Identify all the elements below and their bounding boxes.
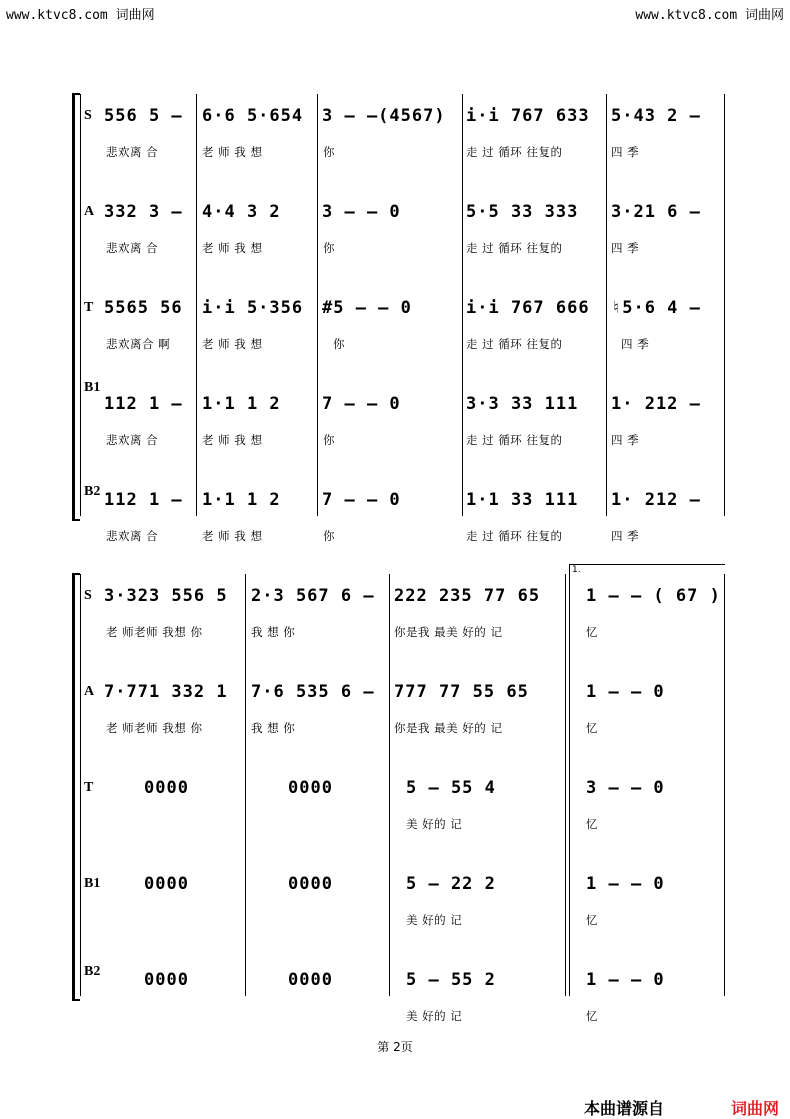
measure-notes: 4·4 3 2 [202, 202, 281, 222]
lyric-text: 美 好的 记 [406, 913, 463, 927]
site-url[interactable]: www.ktvc8.com [6, 8, 108, 23]
measure-notes: 7 – – 0 [322, 490, 401, 510]
measure-notes: 0000 [144, 970, 189, 990]
measure-notes: i·i 767 666 [466, 298, 590, 318]
measure-notes: 7·6 535 6 – [251, 682, 375, 702]
site-url[interactable]: www.ktvc8.com [635, 8, 738, 23]
measure-notes: 556 5 – [104, 106, 183, 126]
voice-label: T [84, 300, 94, 315]
lyric-text: 老 师老师 我想 你 [106, 721, 203, 735]
voice-label: S [84, 588, 92, 603]
lyric-text: 四 季 [611, 433, 640, 447]
lyric-text: 老 师 我 想 [202, 241, 263, 255]
voice-label: B1 [84, 380, 101, 395]
lyric-text: 老 师 我 想 [202, 433, 263, 447]
measure-notes: i·i 5·356 [202, 298, 304, 318]
lyric-text: 走 过 循环 往复的 [466, 145, 563, 159]
barline [317, 94, 318, 516]
barline [196, 94, 197, 516]
measure-notes: 112 1 – [104, 394, 183, 414]
measure-notes: 1·1 1 2 [202, 490, 281, 510]
lyric-text: 走 过 循环 往复的 [466, 433, 563, 447]
measure-notes: 3·21 6 – [611, 202, 701, 222]
lyric-text: 悲欢离 合 [106, 529, 159, 543]
voice-label: A [84, 204, 95, 219]
measure-notes: 1 – – 0 [586, 874, 665, 894]
lyric-text: 你 [323, 433, 335, 447]
lyric-text: 你 [333, 337, 345, 351]
measure-notes: 1·1 1 2 [202, 394, 281, 414]
barline [565, 574, 566, 996]
lyric-text: 美 好的 记 [406, 1009, 463, 1023]
measure-notes: 5·5 33 333 [466, 202, 579, 222]
volta-number: 1. [572, 565, 581, 575]
voice-label: B2 [84, 964, 101, 979]
measure-notes: 777 77 55 65 [394, 682, 529, 702]
site-header-left[interactable] [6, 4, 155, 23]
lyric-text: 美 好的 记 [406, 817, 463, 831]
lyric-text: 你是我 最美 好的 记 [394, 625, 503, 639]
lyric-text: 走 过 循环 往复的 [466, 337, 563, 351]
site-name[interactable]: 词曲网 [115, 8, 155, 23]
lyric-text: 四 季 [611, 529, 640, 543]
lyric-text: 四 季 [621, 337, 650, 351]
volta-bracket [569, 564, 725, 575]
measure-notes: 0000 [288, 970, 333, 990]
voice-label: T [84, 780, 94, 795]
lyric-text: 四 季 [611, 241, 640, 255]
barline [80, 574, 81, 996]
voice-label: B1 [84, 876, 101, 891]
measure-notes: 7·771 332 1 [104, 682, 228, 702]
measure-notes: 0000 [144, 874, 189, 894]
measure-notes: 1 – – 0 [586, 970, 665, 990]
barline [606, 94, 607, 516]
lyric-text: 你 [323, 241, 335, 255]
barline [724, 94, 725, 516]
measure-notes: 332 3 – [104, 202, 183, 222]
measure-notes: 1· 212 – [611, 490, 701, 510]
lyric-text: 四 季 [611, 145, 640, 159]
footer-source-text: 本曲谱源自 [584, 1099, 665, 1118]
measure-notes: 1 – – ( 67 ) [586, 586, 721, 606]
measure-notes: 3·3 33 111 [466, 394, 579, 414]
footer-logo[interactable]: 词曲网 [731, 1099, 780, 1118]
system-brace [72, 573, 80, 1001]
barline [389, 574, 390, 996]
page-number: 第 2页 [377, 1040, 413, 1054]
voice-label: A [84, 684, 95, 699]
lyric-text: 悲欢离 合 [106, 241, 159, 255]
measure-notes: 1· 212 – [611, 394, 701, 414]
lyric-text: 老 师 我 想 [202, 337, 263, 351]
lyric-text: 老 师 我 想 [202, 529, 263, 543]
measure-notes: 0000 [288, 778, 333, 798]
measure-notes: 3·323 556 5 [104, 586, 228, 606]
voice-label: B2 [84, 484, 101, 499]
site-header-right[interactable] [635, 4, 784, 23]
lyric-text: 你是我 最美 好的 记 [394, 721, 503, 735]
measure-notes: 5 – 55 2 [406, 970, 496, 990]
measure-notes: 0000 [288, 874, 333, 894]
barline [569, 574, 570, 996]
lyric-text: 忆 [586, 913, 598, 927]
system-brace [72, 93, 80, 521]
measure-notes: #5 – – 0 [322, 298, 412, 318]
lyric-text: 你 [323, 529, 335, 543]
measure-notes: 5 – 22 2 [406, 874, 496, 894]
site-name[interactable]: 词曲网 [744, 8, 784, 23]
lyric-text: 悲欢离合 啊 [106, 337, 171, 351]
lyric-text: 忆 [586, 721, 598, 735]
measure-notes: 3 – – 0 [586, 778, 665, 798]
measure-notes: 3 – – 0 [322, 202, 401, 222]
measure-notes: ♮5·6 4 – [611, 298, 701, 318]
measure-notes: 3 – –(4567) [322, 106, 446, 126]
measure-notes: 112 1 – [104, 490, 183, 510]
measure-notes: 222 235 77 65 [394, 586, 541, 606]
barline [724, 574, 725, 996]
measure-notes: 1 – – 0 [586, 682, 665, 702]
measure-notes: 5·43 2 – [611, 106, 701, 126]
lyric-text: 走 过 循环 往复的 [466, 529, 563, 543]
lyric-text: 忆 [586, 625, 598, 639]
lyric-text: 忆 [586, 1009, 598, 1023]
lyric-text: 我 想 你 [251, 721, 296, 735]
measure-notes: i·i 767 633 [466, 106, 590, 126]
barline [245, 574, 246, 996]
barline [462, 94, 463, 516]
lyric-text: 悲欢离 合 [106, 433, 159, 447]
lyric-text: 你 [323, 145, 335, 159]
lyric-text: 悲欢离 合 [106, 145, 159, 159]
lyric-text: 老 师 我 想 [202, 145, 263, 159]
measure-notes: 5565 56 [104, 298, 183, 318]
lyric-text: 忆 [586, 817, 598, 831]
lyric-text: 我 想 你 [251, 625, 296, 639]
measure-notes: 2·3 567 6 – [251, 586, 375, 606]
measure-notes: 6·6 5·654 [202, 106, 304, 126]
measure-notes: 1·1 33 111 [466, 490, 579, 510]
lyric-text: 走 过 循环 往复的 [466, 241, 563, 255]
voice-label: S [84, 108, 92, 123]
barline [80, 94, 81, 516]
measure-notes: 5 – 55 4 [406, 778, 496, 798]
lyric-text: 老 师老师 我想 你 [106, 625, 203, 639]
measure-notes: 0000 [144, 778, 189, 798]
measure-notes: 7 – – 0 [322, 394, 401, 414]
